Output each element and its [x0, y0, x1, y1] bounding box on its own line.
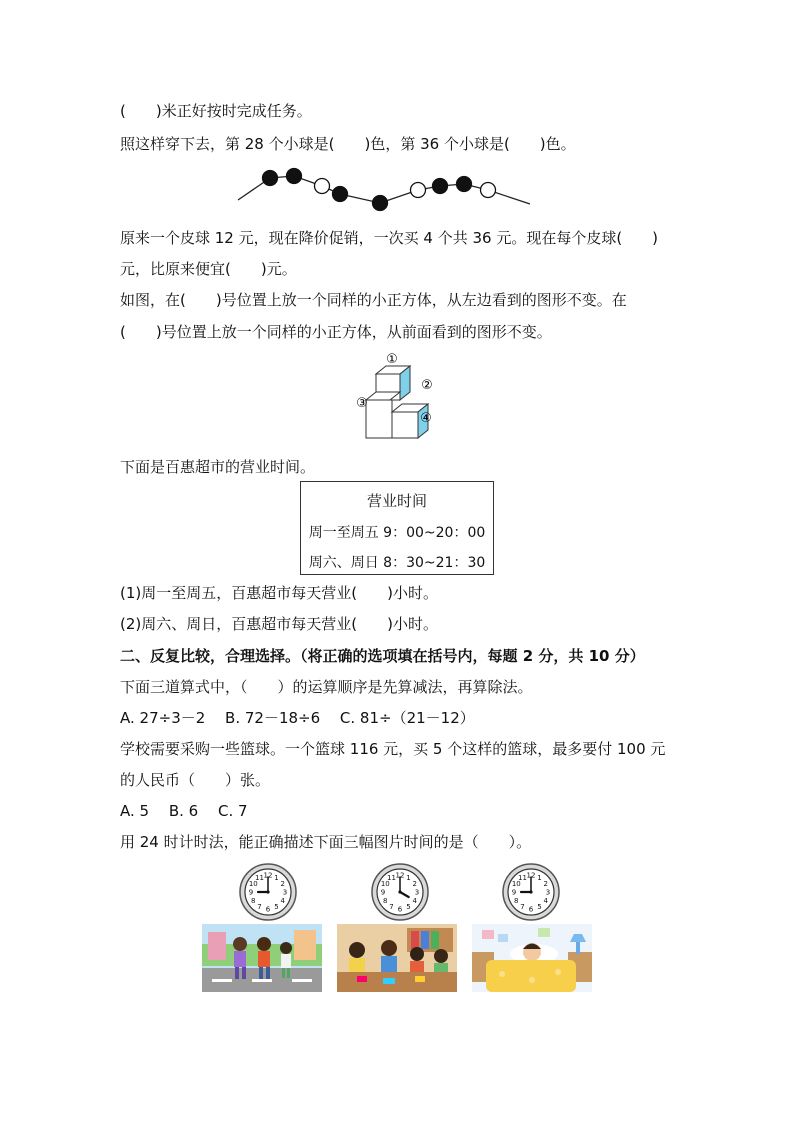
black-bead — [263, 171, 278, 186]
white-bead — [411, 183, 426, 198]
svg-text:9: 9 — [511, 888, 517, 897]
hours-title: 营业时间 — [366, 492, 427, 510]
bead-string-figure — [230, 162, 540, 212]
svg-text:6: 6 — [397, 905, 403, 914]
business-hours-table — [300, 481, 494, 575]
svg-text:5: 5 — [274, 903, 279, 912]
question-line: (1)周一至周五，百惠超市每天营业( )小时。 — [120, 584, 438, 602]
question-line: 用 24 时计时法，能正确描述下面三幅图片时间的是（ ）。 — [120, 833, 532, 851]
options-line: A. 27÷3－2 B. 72－18÷6 C. 81÷（21－12） — [120, 709, 475, 727]
question-line: ( )米正好按时完成任务。 — [120, 102, 312, 120]
svg-text:4: 4 — [412, 897, 417, 905]
running-kids-illustration — [202, 924, 322, 992]
svg-text:1: 1 — [274, 873, 279, 882]
svg-text:12: 12 — [395, 871, 405, 880]
svg-text:7: 7 — [520, 903, 525, 912]
sleeping-child-illustration — [472, 924, 592, 992]
question-line: 照这样穿下去，第 28 个小球是( )色，第 36 个小球是( )色。 — [120, 135, 576, 153]
cube-label-2: ② — [421, 378, 433, 393]
question-line: 学校需要采购一些篮球。一个篮球 116 元，买 5 个这样的篮球，最多要付 100 元 — [120, 740, 666, 758]
svg-text:1: 1 — [537, 873, 542, 882]
svg-text:11: 11 — [518, 873, 527, 882]
svg-text:9: 9 — [248, 888, 254, 897]
cube-label-1: ① — [386, 352, 398, 367]
cube-label-4: ④ — [420, 411, 432, 426]
clock-icon — [370, 862, 430, 922]
options-line: A. 5 B. 6 C. 7 — [120, 802, 248, 820]
black-bead — [433, 179, 448, 194]
svg-text:3: 3 — [414, 888, 420, 897]
svg-text:6: 6 — [528, 905, 534, 914]
svg-text:8: 8 — [383, 897, 388, 905]
svg-text:5: 5 — [406, 903, 411, 912]
hours-weekend: 周六、周日 8：30~21：30 — [308, 555, 486, 571]
white-bead — [315, 179, 330, 194]
svg-text:1: 1 — [406, 873, 411, 882]
svg-text:7: 7 — [257, 903, 262, 912]
svg-text:10: 10 — [248, 880, 258, 888]
black-bead — [373, 196, 388, 211]
svg-text:5: 5 — [537, 903, 542, 912]
svg-text:11: 11 — [255, 873, 264, 882]
hours-weekday: 周一至周五 9：00~20：00 — [308, 525, 486, 541]
question-line: ( )号位置上放一个同样的小正方体，从前面看到的图形不变。 — [120, 323, 552, 341]
black-bead — [457, 177, 472, 192]
clock-icon — [238, 862, 298, 922]
svg-text:2: 2 — [412, 880, 417, 888]
svg-text:7: 7 — [389, 903, 394, 912]
black-bead — [333, 187, 348, 202]
question-line: 如图，在( )号位置上放一个同样的小正方体，从左边看到的图形不变。在 — [120, 291, 627, 309]
svg-text:2: 2 — [543, 880, 548, 888]
svg-text:4: 4 — [543, 897, 548, 905]
question-line: 元，比原来便宜( )元。 — [120, 260, 297, 278]
black-bead — [287, 169, 302, 184]
svg-text:3: 3 — [545, 888, 551, 897]
question-line: 原来一个皮球 12 元，现在降价促销，一次买 4 个共 36 元。现在每个皮球( ) — [120, 229, 659, 247]
svg-text:11: 11 — [387, 873, 396, 882]
clock-icon — [501, 862, 561, 922]
cube-label-3: ③ — [356, 396, 368, 411]
svg-text:10: 10 — [511, 880, 521, 888]
classroom-kids-illustration — [337, 924, 457, 992]
question-line: 下面三道算式中，（ ）的运算顺序是先算减法，再算除法。 — [120, 678, 533, 696]
section-heading: 二、反复比较，合理选择。（将正确的选项填在括号内，每题 2 分，共 10 分） — [120, 647, 645, 665]
question-line: 的人民币（ ）张。 — [120, 771, 271, 789]
svg-text:2: 2 — [280, 880, 285, 888]
cube-stack-figure — [352, 352, 444, 444]
svg-text:8: 8 — [251, 897, 256, 905]
svg-text:6: 6 — [265, 905, 271, 914]
white-bead — [481, 183, 496, 198]
question-line: 下面是百惠超市的营业时间。 — [120, 458, 316, 476]
svg-text:12: 12 — [526, 871, 536, 880]
svg-text:9: 9 — [380, 888, 386, 897]
svg-text:4: 4 — [280, 897, 285, 905]
svg-text:12: 12 — [263, 871, 273, 880]
svg-text:3: 3 — [282, 888, 288, 897]
svg-text:8: 8 — [514, 897, 519, 905]
question-line: (2)周六、周日，百惠超市每天营业( )小时。 — [120, 615, 438, 633]
svg-text:10: 10 — [380, 880, 390, 888]
